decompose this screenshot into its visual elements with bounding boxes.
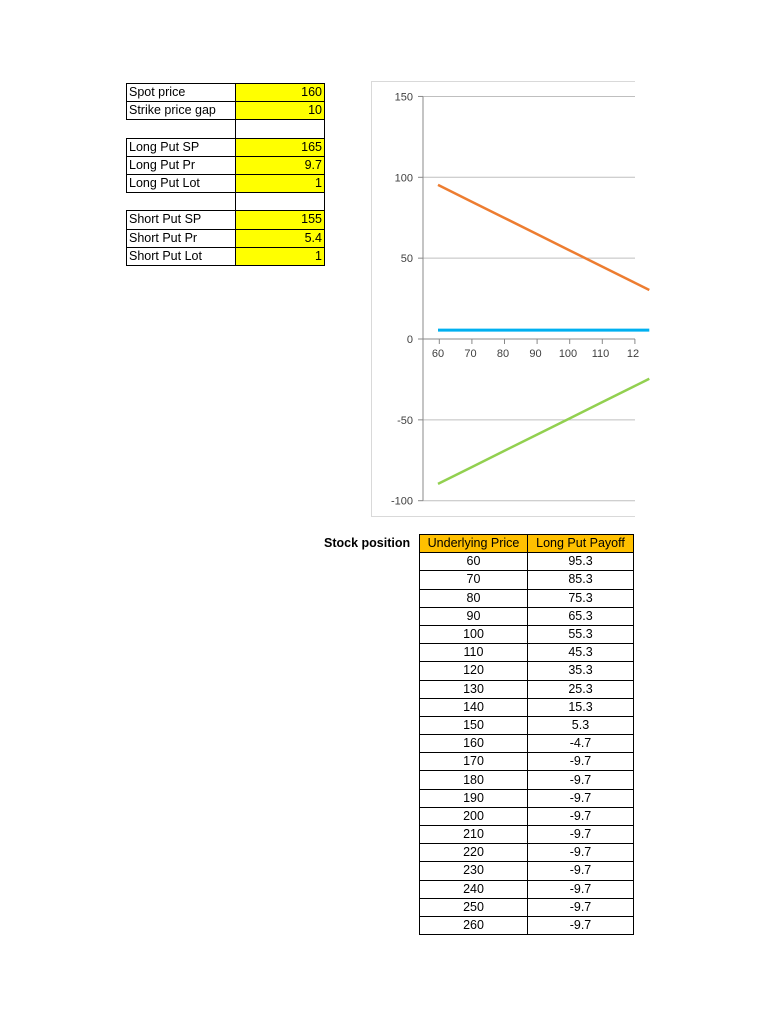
long-put-payoff-cell: 55.3	[528, 625, 634, 643]
long-put-payoff-cell: -9.7	[528, 807, 634, 825]
y-tick-label: 100	[394, 172, 413, 185]
table-row	[420, 916, 634, 934]
input-value[interactable]: 155	[236, 211, 325, 229]
underlying-price-cell: 60	[420, 553, 528, 571]
long-put-payoff-cell: -4.7	[528, 735, 634, 753]
underlying-price-cell: 240	[420, 880, 528, 898]
table-row	[420, 553, 634, 571]
underlying-price-cell: 250	[420, 898, 528, 916]
table-row	[420, 698, 634, 716]
input-row	[127, 229, 325, 247]
series-line	[438, 379, 649, 484]
input-row	[127, 120, 325, 138]
underlying-price-cell: 200	[420, 807, 528, 825]
table-row	[420, 716, 634, 734]
underlying-price-cell: 190	[420, 789, 528, 807]
long-put-payoff-cell: 25.3	[528, 680, 634, 698]
table-row	[420, 644, 634, 662]
table-row	[420, 753, 634, 771]
long-put-payoff-cell: -9.7	[528, 898, 634, 916]
underlying-price-cell: 80	[420, 589, 528, 607]
underlying-price-cell: 70	[420, 571, 528, 589]
underlying-price-cell: 220	[420, 844, 528, 862]
input-value[interactable]	[236, 120, 325, 138]
table-row	[420, 589, 634, 607]
payoff-table	[419, 534, 634, 935]
long-put-payoff-cell: -9.7	[528, 826, 634, 844]
y-tick-label: 50	[400, 253, 413, 266]
table-row	[420, 607, 634, 625]
underlying-price-cell: 110	[420, 644, 528, 662]
y-tick-label: 150	[394, 91, 413, 104]
input-label: Short Put Lot	[127, 247, 236, 265]
long-put-payoff-cell: 65.3	[528, 607, 634, 625]
table-row	[420, 826, 634, 844]
input-value[interactable]	[236, 193, 325, 211]
table-row	[420, 789, 634, 807]
table-row	[420, 662, 634, 680]
underlying-price-cell: 130	[420, 680, 528, 698]
long-put-payoff-cell: -9.7	[528, 789, 634, 807]
input-value[interactable]: 1	[236, 174, 325, 192]
table-row	[420, 735, 634, 753]
input-row	[127, 156, 325, 174]
input-row	[127, 247, 325, 265]
long-put-payoff-cell: -9.7	[528, 753, 634, 771]
x-tick-label: 90	[529, 348, 542, 360]
input-label	[127, 193, 236, 211]
input-value[interactable]: 5.4	[236, 229, 325, 247]
long-put-payoff-cell: 85.3	[528, 571, 634, 589]
long-put-payoff-cell: -9.7	[528, 771, 634, 789]
input-row	[127, 211, 325, 229]
underlying-price-cell: 150	[420, 716, 528, 734]
long-put-payoff-cell: -9.7	[528, 916, 634, 934]
input-label	[127, 120, 236, 138]
x-tick-label: 110	[591, 348, 610, 360]
underlying-price-cell: 140	[420, 698, 528, 716]
x-tick-label: 60	[431, 348, 445, 360]
input-label: Spot price	[127, 84, 236, 102]
input-row	[127, 193, 325, 211]
input-value[interactable]: 160	[236, 84, 325, 102]
stock-position-label: Stock position	[324, 536, 411, 550]
input-label: Short Put Pr	[127, 229, 236, 247]
payoff-chart	[371, 81, 640, 517]
input-label: Long Put SP	[127, 138, 236, 156]
x-tick-label: 12	[626, 348, 640, 360]
header-underlying-price: Underlying Price	[420, 535, 528, 553]
long-put-payoff-cell: 15.3	[528, 698, 634, 716]
input-value[interactable]: 10	[236, 102, 325, 120]
table-row	[420, 844, 634, 862]
long-put-payoff-cell: 45.3	[528, 644, 634, 662]
input-row	[127, 174, 325, 192]
underlying-price-cell: 260	[420, 916, 528, 934]
underlying-price-cell: 170	[420, 753, 528, 771]
series-line	[438, 185, 649, 290]
table-row	[420, 862, 634, 880]
long-put-payoff-cell: 95.3	[528, 553, 634, 571]
input-row	[127, 84, 325, 102]
underlying-price-cell: 100	[420, 625, 528, 643]
input-value[interactable]: 165	[236, 138, 325, 156]
payoff-chart-svg	[372, 82, 640, 516]
long-put-payoff-cell: -9.7	[528, 862, 634, 880]
table-row	[420, 898, 634, 916]
table-row	[420, 880, 634, 898]
table-row	[420, 680, 634, 698]
underlying-price-cell: 90	[420, 607, 528, 625]
inputs-table	[126, 83, 325, 266]
y-tick-label: -100	[390, 495, 413, 508]
x-tick-label: 80	[496, 348, 510, 360]
underlying-price-cell: 160	[420, 735, 528, 753]
long-put-payoff-cell: 75.3	[528, 589, 634, 607]
input-label: Strike price gap	[127, 102, 236, 120]
input-label: Short Put SP	[127, 211, 236, 229]
input-value[interactable]: 1	[236, 247, 325, 265]
table-row	[420, 571, 634, 589]
x-tick-label: 100	[558, 348, 578, 360]
table-row	[420, 625, 634, 643]
input-label: Long Put Pr	[127, 156, 236, 174]
table-row	[420, 771, 634, 789]
y-tick-label: 0	[406, 334, 413, 346]
x-tick-label: 70	[464, 348, 477, 360]
y-tick-label: -50	[397, 414, 413, 427]
underlying-price-cell: 120	[420, 662, 528, 680]
long-put-payoff-cell: 5.3	[528, 716, 634, 734]
table-row	[420, 807, 634, 825]
long-put-payoff-cell: 35.3	[528, 662, 634, 680]
underlying-price-cell: 180	[420, 771, 528, 789]
input-label: Long Put Lot	[127, 174, 236, 192]
header-long-put-payoff: Long Put Payoff	[528, 535, 634, 553]
input-row	[127, 102, 325, 120]
long-put-payoff-cell: -9.7	[528, 880, 634, 898]
input-value[interactable]: 9.7	[236, 156, 325, 174]
underlying-price-cell: 210	[420, 826, 528, 844]
underlying-price-cell: 230	[420, 862, 528, 880]
input-row	[127, 138, 325, 156]
long-put-payoff-cell: -9.7	[528, 844, 634, 862]
